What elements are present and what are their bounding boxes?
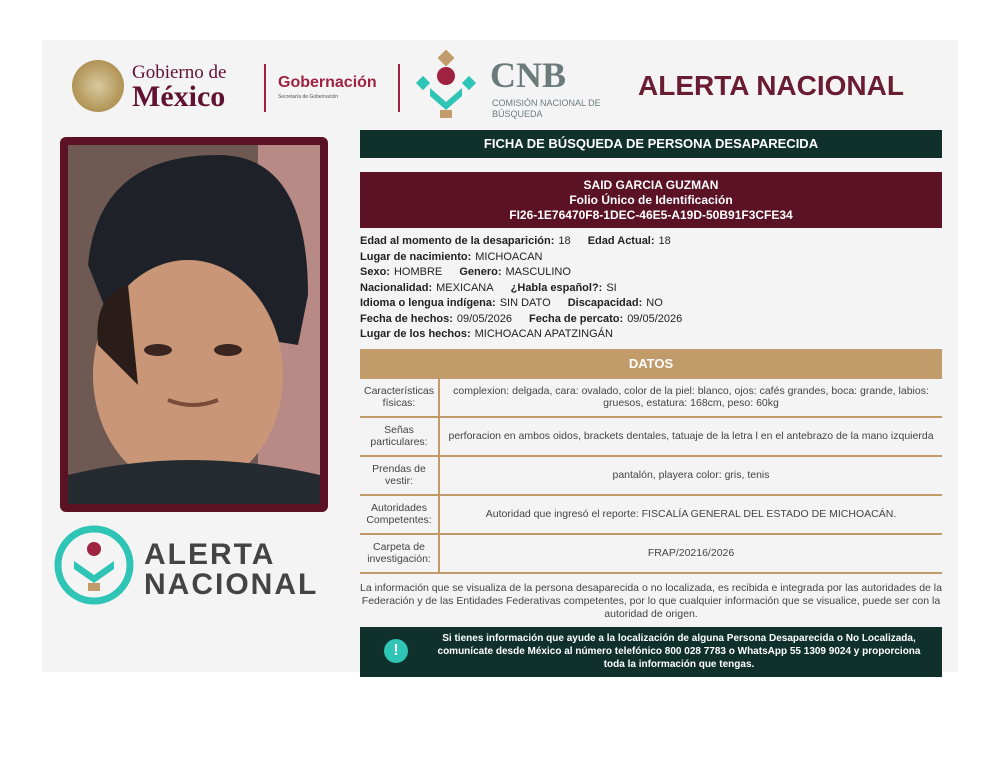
table-row — [360, 495, 942, 534]
lugar-hechos-value: MICHOACAN APATZINGÁN — [474, 328, 613, 340]
alerta-nacional-icon — [54, 525, 134, 605]
genero-label: Genero: — [459, 266, 502, 278]
contact-banner — [360, 627, 942, 677]
habla-espanol-label: ¿Habla español?: — [510, 281, 603, 294]
info-row — [360, 234, 942, 250]
photo-frame — [60, 137, 328, 512]
discapacidad-label: Discapacidad: — [567, 297, 643, 309]
sexo-label: Sexo: — [360, 266, 390, 278]
folio-value: FI26-1E76470F8-1DEC-46E5-A19D-50B91F3CFE34 — [509, 208, 793, 222]
genero-value: MASCULINO — [505, 266, 571, 278]
info-row — [360, 265, 942, 281]
fecha-percato-label: Fecha de percato: — [529, 312, 624, 325]
datos-key: Carpeta de investigación: — [360, 534, 439, 573]
gobernacion-logo: Gobernación — [278, 74, 377, 91]
habla-espanol-value: SI — [606, 281, 617, 294]
alert-sheet — [42, 40, 958, 672]
fecha-percato-value: 09/05/2026 — [627, 312, 683, 325]
alerta-logo-text: ALERTA — [144, 538, 276, 571]
header — [42, 40, 958, 130]
idioma-label: Idioma o lengua indígena: — [360, 297, 496, 309]
folio-label: Folio Único de Identificación — [569, 193, 733, 207]
details-panel — [360, 130, 942, 677]
datos-value: FRAP/20216/2026 — [439, 534, 942, 573]
person-photo-illustration — [68, 145, 320, 504]
table-row — [360, 456, 942, 495]
info-row — [360, 281, 942, 297]
gobierno-text: Gobierno de — [132, 62, 227, 83]
datos-value: perforacion en ambos oidos, brackets dentales, tatuaje de la letra l en el antebrazo de la mano izquierda — [439, 417, 942, 456]
fecha-hechos-value: 09/05/2026 — [456, 312, 512, 325]
datos-key: Prendas de vestir: — [360, 456, 439, 495]
mexico-text: México — [132, 80, 226, 113]
datos-key: Características físicas: — [360, 379, 439, 417]
gobierno-de-mexico-logo — [72, 58, 262, 118]
datos-key: Señas particulares: — [360, 417, 439, 456]
info-block — [360, 234, 942, 343]
cnb-icon — [410, 50, 482, 122]
datos-table — [360, 379, 942, 574]
gobernacion-subtitle: Secretaría de Gobernación — [278, 94, 339, 100]
edad-desaparicion-label: Edad al momento de la desaparición: — [360, 235, 555, 247]
national-seal-icon — [72, 60, 124, 112]
lugar-nacimiento-label: Lugar de nacimiento: — [360, 250, 472, 263]
contact-text: Si tienes información que ayude a la localización de alguna Persona Desaparecida o No Localizada, comunícate desde México al número telefónico 800 028 7783 o WhatsApp 55 1309 9024 y proporciona toda la información que tengas. — [437, 632, 921, 670]
ficha-title: FICHA DE BÚSQUEDA DE PERSONA DESAPARECIDA — [360, 130, 942, 158]
alerta-nacional-title: ALERTA NACIONAL — [638, 70, 904, 101]
edad-desaparicion-value: 18 — [558, 235, 571, 247]
edad-actual-label: Edad Actual: — [587, 235, 655, 247]
person-photo — [68, 145, 320, 504]
nacionalidad-label: Nacionalidad: — [360, 281, 433, 294]
info-row — [360, 296, 942, 312]
exclamation-icon: ! — [384, 639, 408, 663]
identity-box — [360, 172, 942, 228]
cnb-subtitle: COMISIÓN NACIONAL DE BÚSQUEDA — [492, 98, 601, 119]
divider — [264, 64, 266, 112]
cnb-text: CNB — [490, 55, 567, 95]
idioma-value: SIN DATO — [499, 297, 551, 309]
table-row — [360, 417, 942, 456]
lugar-hechos-label: Lugar de los hechos: — [360, 328, 471, 340]
datos-value: complexion: delgada, cara: ovalado, color de la piel: blanco, ojos: cafés grandes, boca: grande, labios: gruesos, estatura: 168cm, peso: 60kg — [439, 379, 942, 417]
fecha-hechos-label: Fecha de hechos: — [360, 312, 453, 325]
datos-value: pantalón, playera color: gris, tenis — [439, 456, 942, 495]
info-row — [360, 327, 942, 343]
person-name: SAID GARCIA GUZMAN — [583, 178, 719, 192]
sexo-value: HOMBRE — [393, 266, 443, 278]
table-row — [360, 534, 942, 573]
table-row — [360, 379, 942, 417]
info-row — [360, 250, 942, 266]
lugar-nacimiento-value: MICHOACAN — [475, 250, 543, 263]
datos-value: Autoridad que ingresó el reporte: FISCALÍA GENERAL DEL ESTADO DE MICHOACÁN. — [439, 495, 942, 534]
datos-key: Autoridades Competentes: — [360, 495, 439, 534]
info-row — [360, 312, 942, 328]
nacional-logo-text: NACIONAL — [144, 568, 319, 601]
divider — [398, 64, 400, 112]
disclaimer-text: La información que se visualiza de la persona desaparecida o no localizada, es recibida e integrada por las autoridades de la Federación y de las Entidades Federativas competentes, por lo que cualquier información que se visualice, puede ser con la autoridad de origen. — [360, 581, 942, 620]
datos-header: DATOS — [360, 349, 942, 379]
edad-actual-value: 18 — [658, 235, 671, 247]
discapacidad-value: NO — [646, 297, 663, 309]
nacionalidad-value: MEXICANA — [436, 281, 494, 294]
